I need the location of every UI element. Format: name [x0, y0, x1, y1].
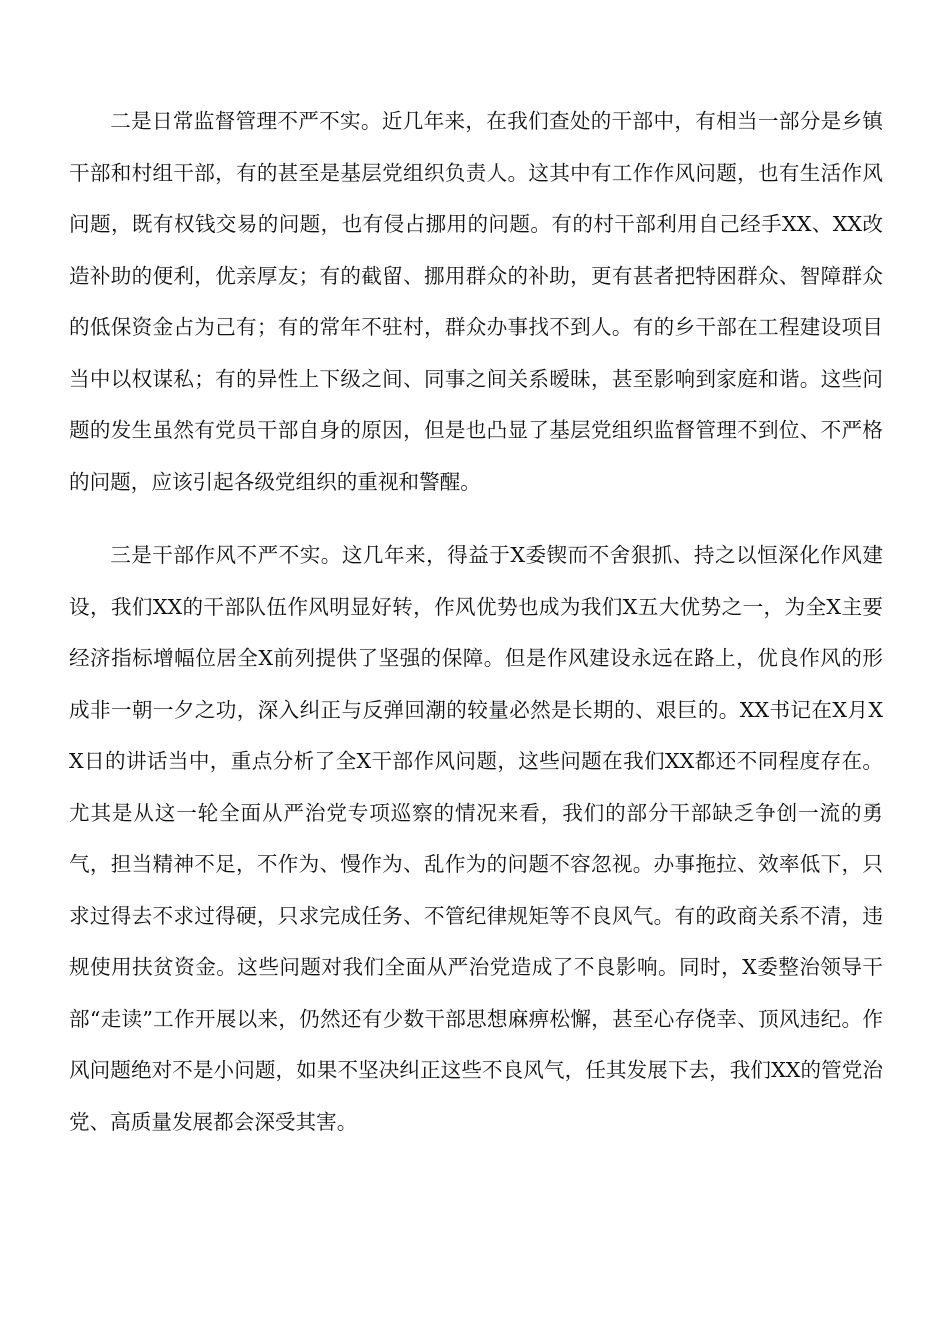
document-body [69, 96, 883, 1200]
paragraph-supervision: 二是日常监督管理不严不实。近几年来，在我们查处的干部中，有相当一部分是乡镇干部和村组干部，有的甚至是基层党组织负责人。这其中有工作作风问题，也有生活作风问题，既有权钱交易的问题，也有侵占挪用的问题。有的村干部利用自己经手XX、XX改造补助的便利，优亲厚友；有的截留、挪用群众的补助，更有甚者把特困群众、智障群众的低保资金占为己有；有的常年不驻村，群众办事找不到人。有的乡干部在工程建设项目当中以权谋私；有的异性上下级之间、同事之间关系暧昧，甚至影响到家庭和谐。这些问题的发生虽然有党员干部自身的原因，但是也凸显了基层党组织监督管理不到位、不严格的问题，应该引起各级党组织的重视和警醒。 [69, 109, 883, 494]
paragraph-work-style: 三是干部作风不严不实。这几年来，得益于X委锲而不舍狠抓、持之以恒深化作风建设，我们XX的干部队伍作风明显好转，作风优势也成为我们X五大优势之一，为全X主要经济指标增幅位居全X前列提供了坚强的保障。但是作风建设永远在路上，优良作风的形成非一朝一夕之功，深入纠正与反弹回潮的较量必然是长期的、艰巨的。XX书记在X月XX日的讲话当中，重点分析了全X干部作风问题，这些问题在我们XX都还不同程度存在。尤其是从这一轮全面从严治党专项巡察的情况来看，我们的部分干部缺乏争创一流的勇气，担当精神不足，不作为、慢作为、乱作为的问题不容忽视。办事拖拉、效率低下，只求过得去不求过得硬，只求完成任务、不管纪律规矩等不良风气。有的政商关系不清，违规使用扶贫资金。这些问题对我们全面从严治党造成了不良影响。同时，X委整治领导干部“走读”工作开展以来，仍然还有少数干部思想麻痹松懈，甚至心存侥幸、顶风违纪。作风问题绝对不是小问题，如果不坚决纠正这些不良风气，任其发展下去，我们XX的管党治党、高质量发展都会深受其害。 [69, 543, 883, 1134]
